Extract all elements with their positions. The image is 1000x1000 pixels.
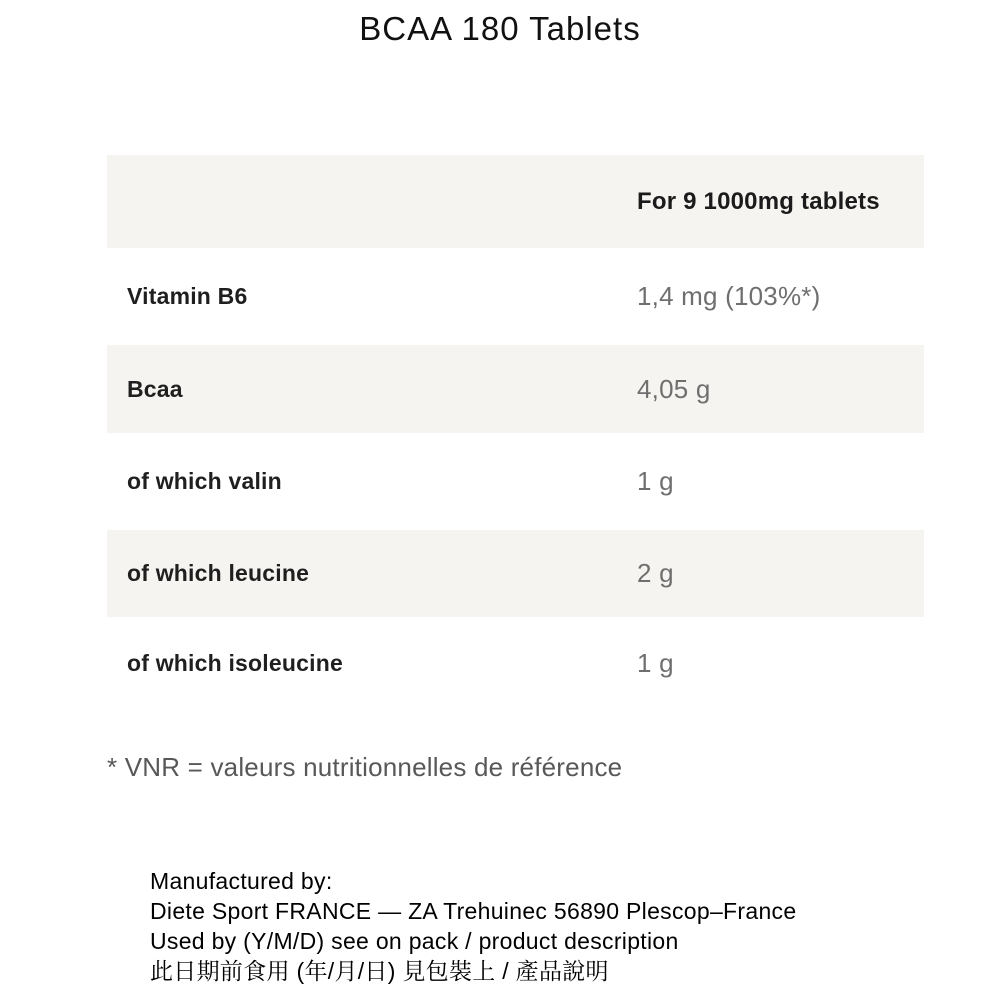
row-label-leucine: of which leucine <box>127 560 310 586</box>
table-row <box>107 530 924 617</box>
nutrition-table <box>107 155 924 710</box>
row-value-leucine: 2 g <box>637 558 674 588</box>
page-title: BCAA 180 Tablets <box>359 10 641 47</box>
row-label-vitamin-b6: Vitamin B6 <box>127 283 248 309</box>
row-value-valin: 1 g <box>637 466 674 496</box>
used-by-note-chinese: 此日期前食用 (年/月/日) 見包裝上 / 產品說明 <box>150 958 609 984</box>
table-row <box>107 617 924 710</box>
row-value-isoleucine: 1 g <box>637 648 674 678</box>
table-row <box>107 345 924 433</box>
row-label-valin: of which valin <box>127 468 282 494</box>
used-by-note: Used by (Y/M/D) see on pack / product description <box>150 928 679 954</box>
table-row <box>107 248 924 345</box>
manufacturer-block <box>150 866 796 986</box>
table-header-row <box>107 155 924 248</box>
table-row <box>107 433 924 530</box>
row-label-isoleucine: of which isoleucine <box>127 650 343 676</box>
vnr-footnote: * VNR = valeurs nutritionnelles de référence <box>107 752 623 782</box>
row-value-vitamin-b6: 1,4 mg (103%*) <box>637 281 821 311</box>
row-label-bcaa: Bcaa <box>127 375 183 402</box>
table-header-serving: For 9 1000mg tablets <box>637 187 880 215</box>
row-value-bcaa: 4,05 g <box>637 373 711 404</box>
manufactured-by-label: Manufactured by: <box>150 868 333 894</box>
manufacturer-address: Diete Sport FRANCE — ZA Trehuinec 56890 Plescop–France <box>150 898 797 924</box>
